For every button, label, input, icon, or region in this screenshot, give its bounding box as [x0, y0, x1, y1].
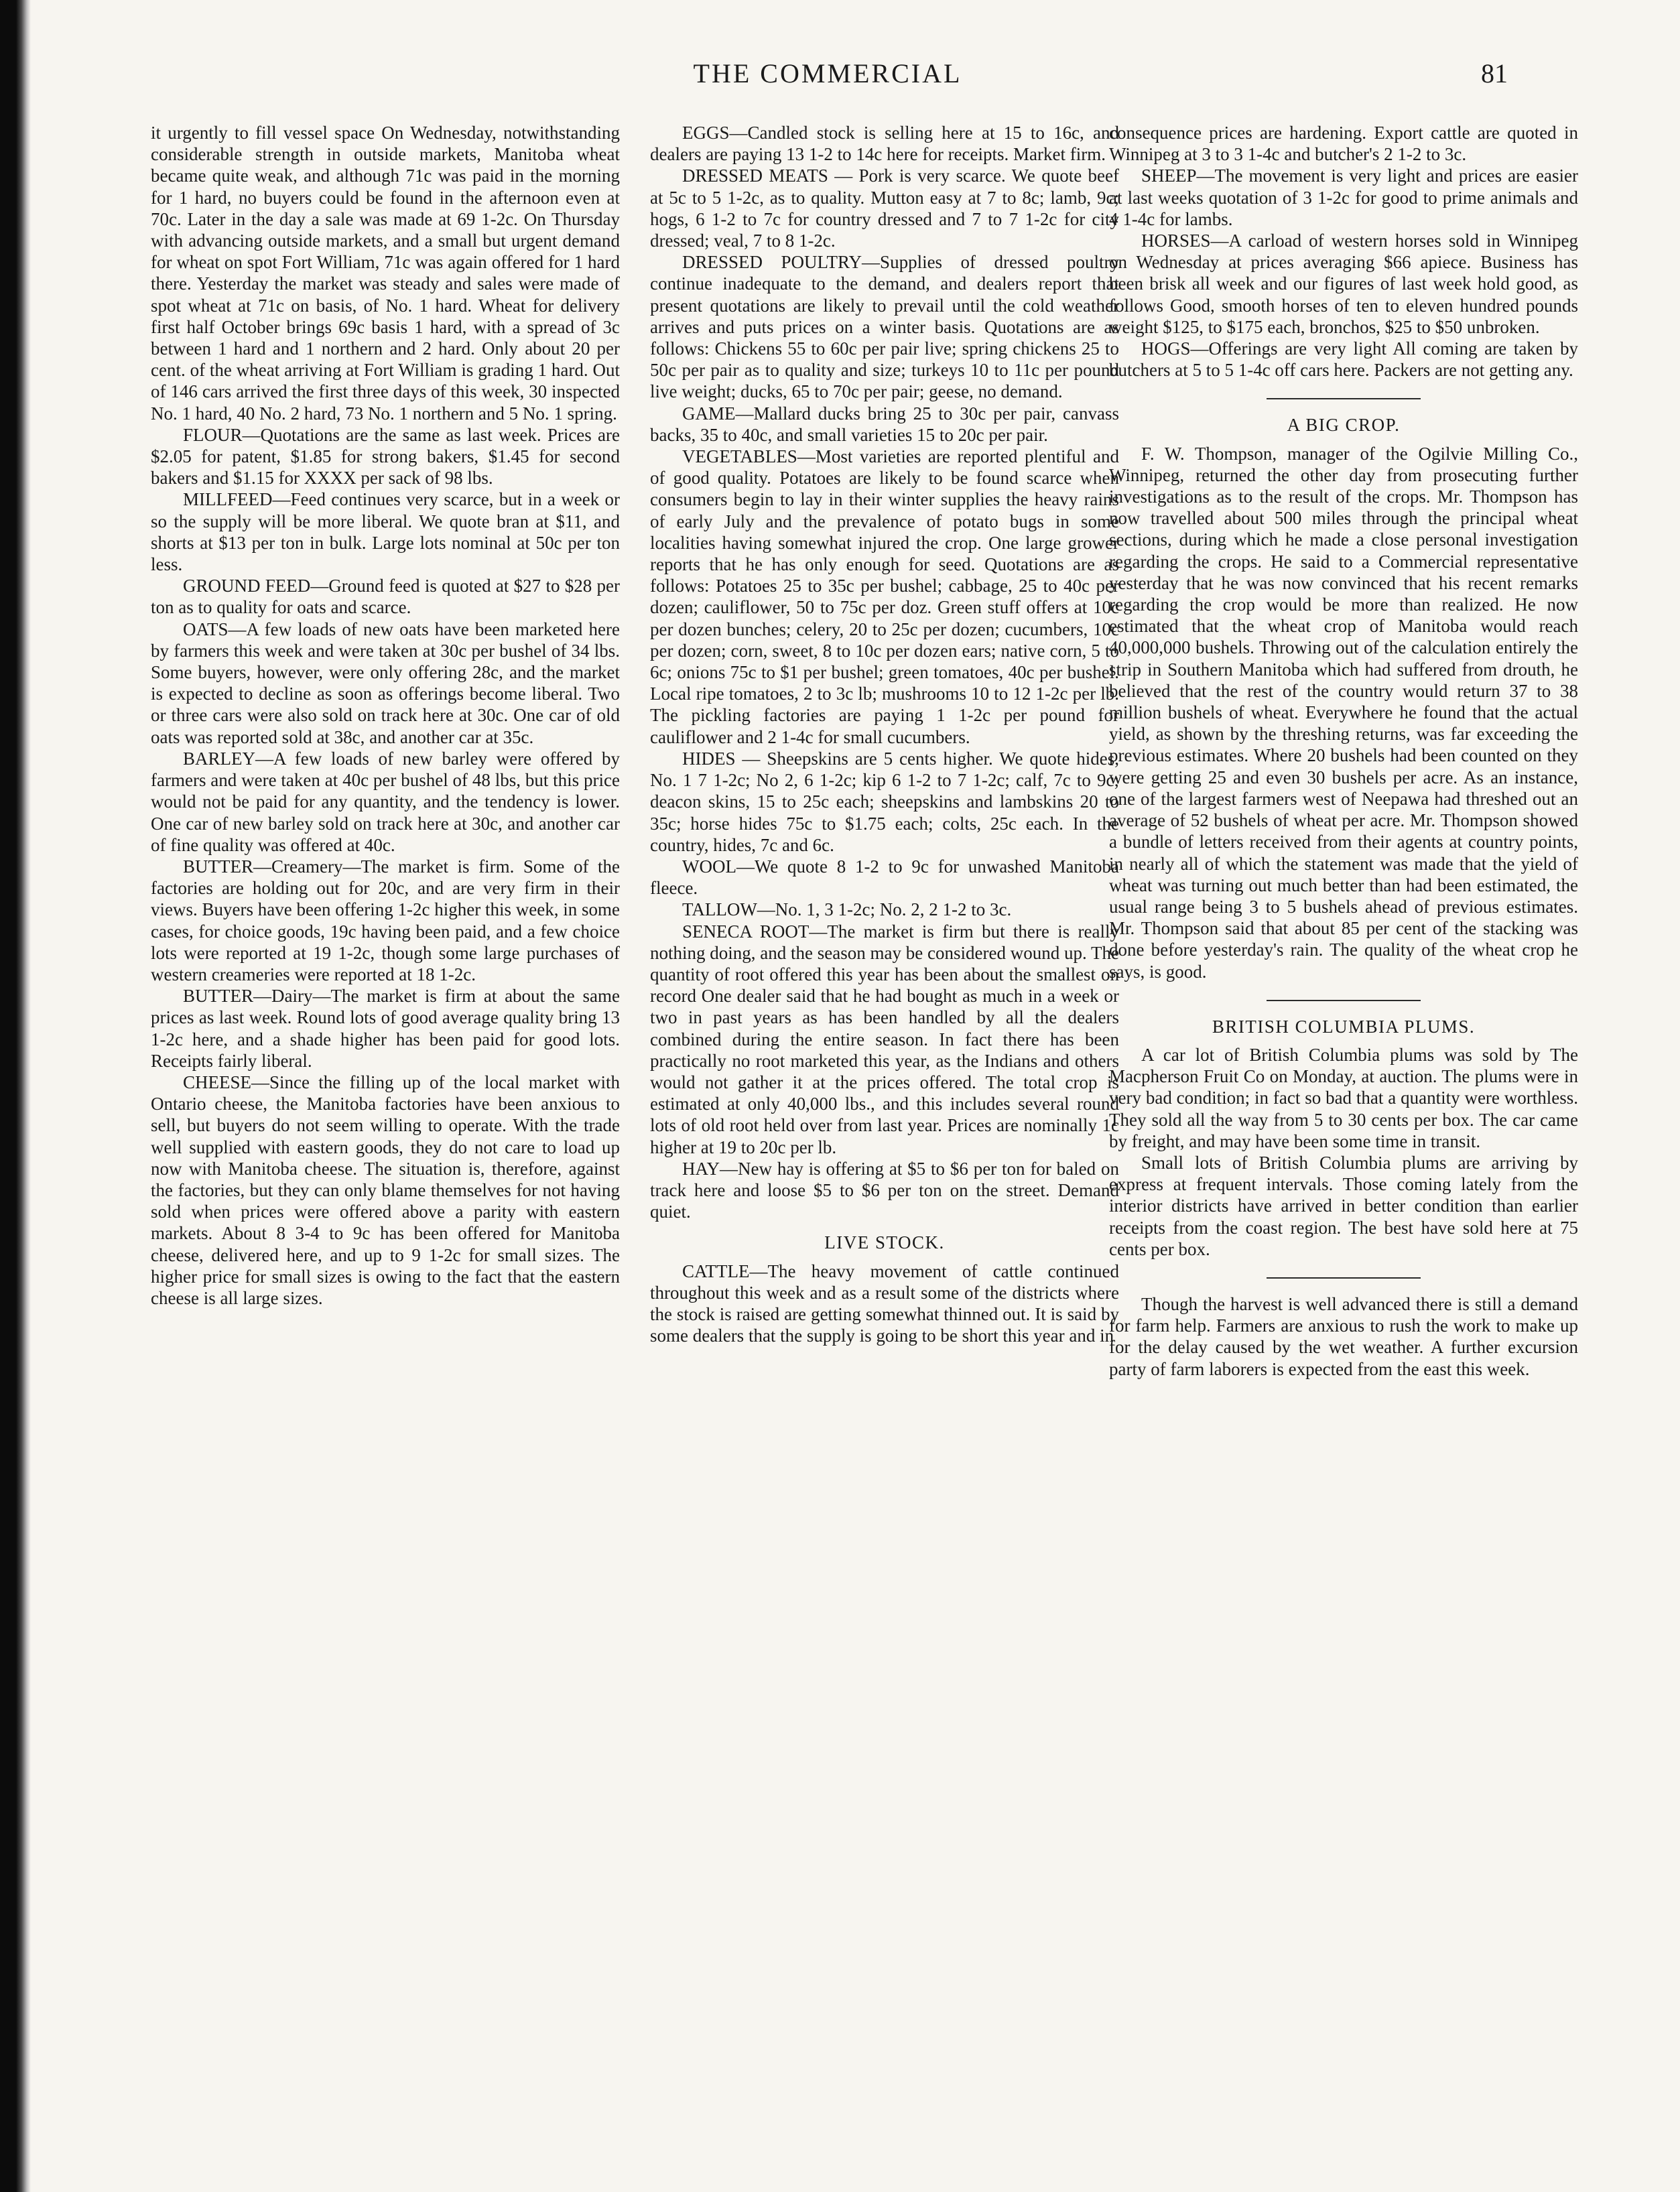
- horses-paragraph: HORSES—A carload of western horses sold in Winnipeg on Wednesday at prices averaging $66 apiece. Business has been brisk all week and our figures of last week hold good, as follows Good, smooth horses of ten to eleven hundred pounds weight $125, to $175 each, bronchos, $25 to $50 unbroken.: [1109, 231, 1578, 337]
- column-2: [650, 122, 1119, 1346]
- butter-creamery-paragraph: BUTTER—Creamery—The market is firm. Some of the factories are holding out for 20c, and are very firm in their views. Buyers have been offering 1-2c higher this week, in some cases, for choice goods, 19c having been paid, and a few choice lots were reported at 19 1-2c, though some large purchases of western creameries were reported at 18 1-2c.: [151, 856, 620, 984]
- cattle-continued-paragraph: consequence prices are hardening. Export cattle are quoted in Winnipeg at 3 to 3 1-4c and butcher's 2 1-2 to 3c.: [1109, 123, 1578, 165]
- oats-paragraph: OATS—A few loads of new oats have been marketed here by farmers this week and were taken at 30c per bushel of 34 lbs. Some buyers, however, were only offering 28c, and the market is expected to decline as soon as offerings become liberal. Two or three cars were also sold on track here at 30c. One car of old oats was reported sold at 38c, and another car at 35c.: [151, 619, 620, 747]
- dressed-meats-paragraph: DRESSED MEATS — Pork is very scarce. We quote beef at 5c to 5 1-2c, as to quality. Mutton easy at 7 to 8c; lamb, 9c; hogs, 6 1-2 to 7c for country dressed and 7 to 7 1-2c for city dressed; veal, 7 to 8 1-2c.: [650, 166, 1119, 251]
- page-header: [147, 58, 1508, 98]
- barley-paragraph: BARLEY—A few loads of new barley were offered by farmers and were taken at 40c per bushel of 48 lbs, but this price would not be paid for any quantity, and the tendency is lower. One car of new barley sold on track here at 30c, and another car of fine quality was offered at 40c.: [151, 748, 620, 855]
- seneca-root-paragraph: SENECA ROOT—The market is firm but there is really nothing doing, and the season may be considered wound up. The quantity of root offered this year has been about the smallest on record One dealer said that he had bought as much in a week or two in past years as has been handled by all the dealers combined during the entire season. In fact there has been practically no root marketed this year, as the Indians and others would not gather it at the prices offered. The total crop is estimated at only 40,000 lbs., and this includes several round lots of old root held over from last year. Prices are nominally 1c higher at 19 to 20c per lb.: [650, 921, 1119, 1157]
- cattle-paragraph: CATTLE—The heavy movement of cattle continued throughout this week and as a result some of the districts where the stock is raised are getting somewhat thinned out. It is said by some dealers that the supply is going to be short this year and in: [650, 1261, 1119, 1346]
- hogs-paragraph: HOGS—Offerings are very light All coming are taken by butchers at 5 to 5 1-4c off cars here. Packers are not getting any.: [1109, 338, 1578, 381]
- eggs-paragraph: EGGS—Candled stock is selling here at 15 to 16c, and dealers are paying 13 1-2 to 14c here for receipts. Market firm.: [650, 123, 1119, 165]
- section-divider: [1267, 1277, 1421, 1279]
- hides-paragraph: HIDES — Sheepskins are 5 cents higher. We quote hides, No. 1 7 1-2c; No 2, 6 1-2c; kip 6 1-2 to 7 1-2c; calf, 7c to 9c; deacon skins, 15 to 25c each; sheepskins and lambskins 20 to 35c; horse hides 75c to $1.75 each; colts, 25c each. In the country, hides, 7c and 6c.: [650, 748, 1119, 855]
- page-number: 81: [1481, 58, 1508, 88]
- millfeed-paragraph: MILLFEED—Feed continues very scarce, but in a week or so the supply will be more liberal. We quote bran at $11, and shorts at $13 per ton in bulk. Large lots nominal at 50c per ton less.: [151, 489, 620, 575]
- sheep-paragraph: SHEEP—The movement is very light and prices are easier at last weeks quotation of 3 1-2c for good to prime animals and 4 1-4c for lambs.: [1109, 166, 1578, 229]
- tallow-paragraph: TALLOW—No. 1, 3 1-2c; No. 2, 2 1-2 to 3c.: [682, 899, 1012, 920]
- column-1: [151, 122, 620, 1309]
- running-title: THE COMMERCIAL: [693, 58, 962, 88]
- big-crop-heading: A BIG CROP.: [1287, 415, 1401, 436]
- plums-paragraph-1: A car lot of British Columbia plums was sold by The Macpherson Fruit Co on Monday, at auction. The plums were in very bad condition; in fact so bad that a quantity were worthless. They sold all the way from 5 to 30 cents per box. The car came by freight, and may have been some time in transit.: [1109, 1044, 1578, 1151]
- section-divider: [1267, 1000, 1421, 1001]
- ground-feed-paragraph: GROUND FEED—Ground feed is quoted at $27 to $28 per ton as to quality for oats and scarce.: [151, 576, 620, 618]
- section-divider: [1267, 398, 1421, 399]
- live-stock-heading: LIVE STOCK.: [824, 1232, 945, 1253]
- game-paragraph: GAME—Mallard ducks bring 25 to 30c per pair, canvass backs, 35 to 40c, and small varieties 15 to 20c per pair.: [650, 403, 1119, 445]
- scan-binding-edge: [0, 0, 31, 2192]
- vegetables-paragraph: VEGETABLES—Most varieties are reported plentiful and of good quality. Potatoes are likely to be found scarce when consumers begin to lay in their winter supplies the heavy rains of early July and the prevalence of potato bugs in some localities having somewhat injured the crop. One large grower reports that he has only enough for seed. Quotations are as follows: Potatoes 25 to 35c per bushel; cabbage, 25 to 40c per dozen; cauliflower, 50 to 75c per doz. Green stuff offers at 10c per dozen bunches; celery, 20 to 25c per dozen; cucumbers, 10c per dozen; corn, sweet, 8 to 10c per dozen ears; native corn, 5 to 6c; onions 75c to $1 per bushel; green tomatoes, 40c per bushel. Local ripe tomatoes, 2 to 3c lb; mushrooms 10 to 12 1-2c per lb. The pickling factories are paying 1 1-2c per pound for cauliflower and 2 1-4c for small cucumbers.: [650, 446, 1119, 747]
- wool-paragraph: WOOL—We quote 8 1-2 to 9c for unwashed Manitoba fleece.: [650, 856, 1119, 899]
- hay-paragraph: HAY—New hay is offering at $5 to $6 per ton for baled on track here and loose $5 to $6 per ton on the street. Demand quiet.: [650, 1158, 1119, 1222]
- flour-paragraph: FLOUR—Quotations are the same as last week. Prices are $2.05 for patent, $1.85 for strong bakers, $1.45 for second bakers and $1.15 for XXXX per sack of 98 lbs.: [151, 424, 620, 489]
- dressed-poultry-paragraph: DRESSED POULTRY—Supplies of dressed poultry continue inadequate to the demand, and dealers report that present quotations are likely to prevail until the cold weather arrives and puts prices on a winter basis. Quotations are as follows: Chickens 55 to 60c per pair live; spring chickens 25 to 50c per pair as to quality and size; turkeys 10 to 11c per pound live weight; ducks, 65 to 70c per pair; geese, no demand.: [650, 252, 1119, 402]
- plums-paragraph-2: Small lots of British Columbia plums are arriving by express at frequent intervals. Those coming lately from the interior districts have arrived in better condition than earlier receipts from the coast region. The best have sold here at 75 cents per box.: [1109, 1152, 1578, 1259]
- plums-heading: BRITISH COLUMBIA PLUMS.: [1212, 1016, 1476, 1037]
- butter-dairy-paragraph: BUTTER—Dairy—The market is firm at about the same prices as last week. Round lots of good average quality bring 13 1-2c here, and a shade higher has been paid for good lots. Receipts fairly liberal.: [151, 986, 620, 1071]
- big-crop-paragraph: F. W. Thompson, manager of the Ogilvie Milling Co., Winnipeg, returned the other day from prosecuting further investigations as to the result of the crops. Mr. Thompson has now travelled about 500 miles through the principal wheat sections, during which he made a close personal investigation regarding the crops. He said to a Commercial representative yesterday that he was now convinced that his recent remarks regarding the crop would be more than realized. He now estimated that the wheat crop of Manitoba would reach 40,000,000 bushels. Throwing out of the calculation entirely the strip in Southern Manitoba which had suffered from drouth, he believed that the rest of the country would return 37 to 38 million bushels of wheat. Everywhere he found that the actual yield, as shown by the threshing returns, was far exceeding the previous estimates. Where 20 bushels had been counted on they were getting 25 and even 30 bushels per acre. As an instance, one of the largest farmers west of Neepawa had threshed out an average of 52 bushels of wheat per acre. Mr. Thompson showed a bundle of letters received from their agents at country points, in nearly all of which the statement was made that the yield of wheat was turning out much better than had been estimated, the usual range being 3 to 5 bushels ahead of previous estimates. Mr. Thompson said that about 85 per cent of the stacking was done before yesterday's rain. The quality of the wheat crop he says, is good.: [1109, 443, 1578, 982]
- cheese-paragraph: CHEESE—Since the filling up of the local market with Ontario cheese, the Manitoba factories have been anxious to sell, but buyers do not seem willing to operate. With the trade well supplied with eastern goods, they do not care to load up now with Manitoba cheese. The situation is, therefore, against the factories, but they can only blame themselves for not having sold when prices were offered above a parity with eastern markets. About 8 3-4 to 9c has been offered for Manitoba cheese, delivered here, and up to 9 1-2c for small sizes. The higher price for small sizes is owing to the fact that the eastern cheese is all large sizes.: [151, 1072, 620, 1308]
- column-3: [1109, 122, 1578, 1380]
- farm-help-paragraph: Though the harvest is well advanced there is still a demand for farm help. Farmers are anxious to rush the work to make up for the delay caused by the wet weather. A further excursion party of farm laborers is expected from the east this week.: [1109, 1293, 1578, 1379]
- wheat-market-paragraph: it urgently to fill vessel space On Wednesday, notwithstanding considerable strength in outside markets, Manitoba wheat became quite weak, and although 71c was paid in the morning for 1 hard, no buyers could be found in the afternoon even at 70c. Later in the day a sale was made at 69 1-2c. On Thursday with advancing outside markets, and a small but urgent demand for wheat on spot Fort William, 71c was again offered for 1 hard there. Yesterday the market was steady and sales were made of spot wheat at 71c on basis, of No. 1 hard. Wheat for delivery first half October brings 69c basis 1 hard, with a spread of 3c between 1 hard and 1 northern and 2 hard. Only about 20 per cent. of the wheat arriving at Fort William is grading 1 hard. Out of 146 cars arrived the first three days of this week, 30 inspected No. 1 hard, 40 No. 2 hard, 73 No. 1 northern and 5 No. 1 spring.: [151, 123, 620, 424]
